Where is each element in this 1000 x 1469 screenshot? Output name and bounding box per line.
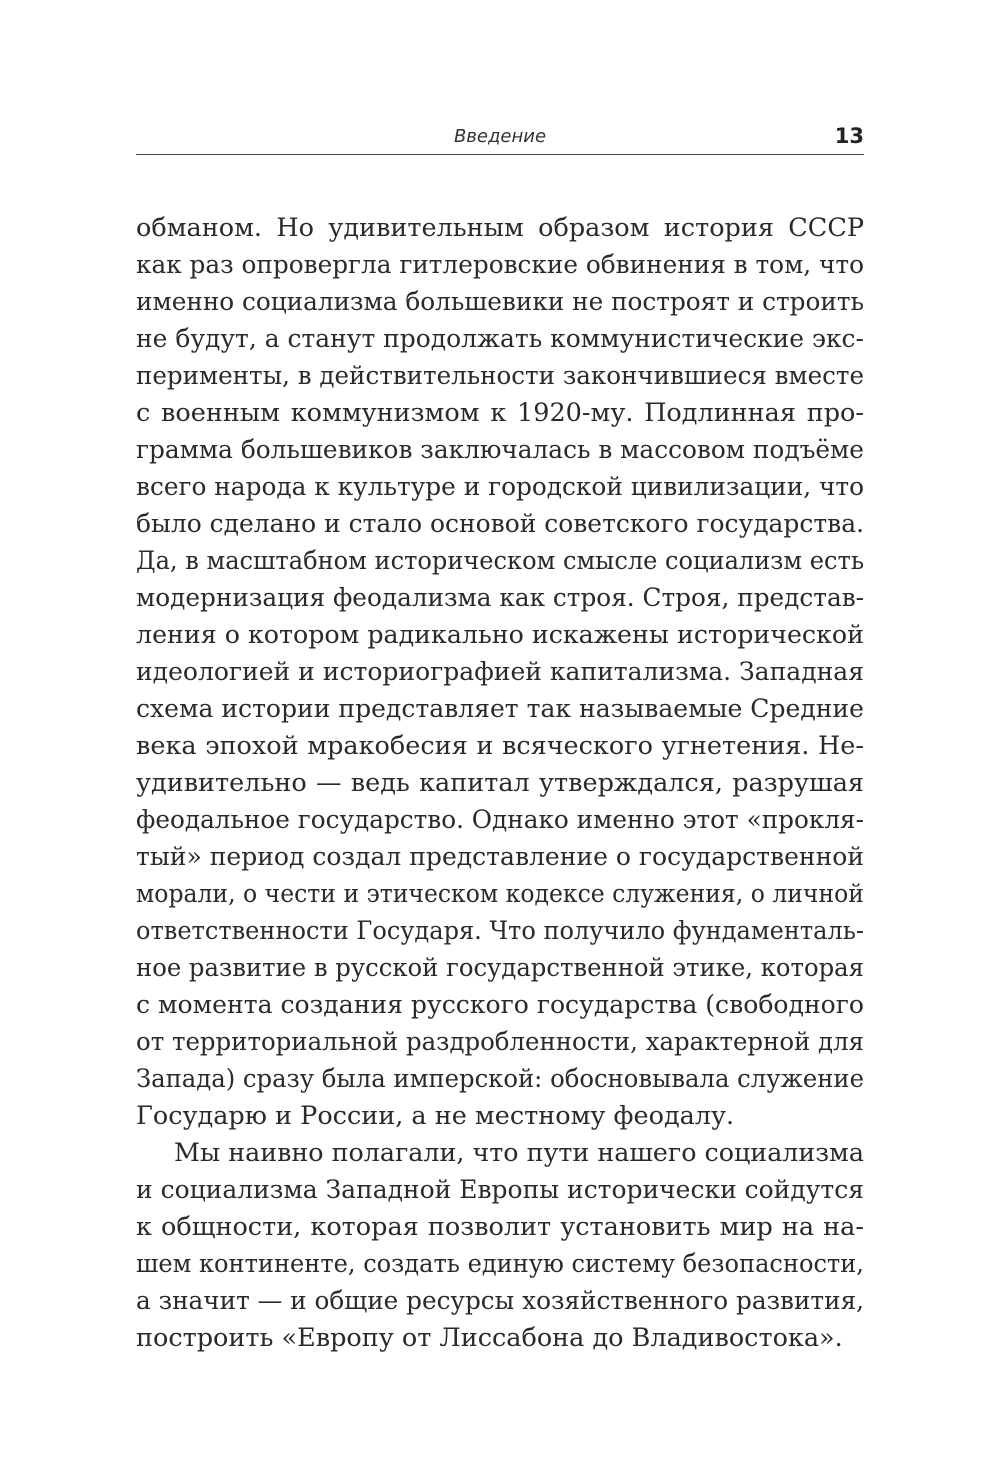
text-line: с момента создания русского государства (свободного	[136, 990, 865, 1020]
text-line: Да, в масштабном историческом смысле социализм есть	[136, 546, 864, 576]
text-line: ное развитие в русской государственной этике, которая	[136, 953, 864, 983]
text-line: с военным коммунизмом к 1920-му. Подлинная про-	[136, 398, 864, 428]
text-line: всего народа к культуре и городской цивилизации, что	[136, 472, 864, 502]
text-line: от территориальной раздробленности, характерной для	[136, 1027, 865, 1057]
text-line: схема истории представляет так называемые Средние	[136, 694, 864, 724]
text-line: грамма большевиков заключалась в массовом подъёме	[136, 435, 864, 465]
text-line: шем континенте, создать единую систему безопасности,	[136, 1249, 864, 1279]
text-line: Запада) сразу была имперской: обосновывала служение	[136, 1064, 864, 1094]
text-line: тый» период создал представление о государственной	[136, 842, 865, 872]
text-line: построить «Европу от Лиссабона до Владивостока».	[136, 1323, 843, 1353]
section-title: Введение	[453, 126, 547, 147]
text-line: было сделано и стало основой советского государства.	[136, 509, 865, 539]
text-line: модернизация феодализма как строя. Строя, представ-	[136, 583, 864, 613]
text-line: перименты, в действительности закончившиеся вместе	[136, 361, 865, 391]
text-line: феодальное государство. Однако именно этот «прокля-	[136, 805, 864, 835]
text-line: как раз опровергла гитлеровские обвинения в том, что	[136, 250, 864, 280]
text-line: идеологией и историографией капитализма. Западная	[136, 657, 864, 687]
text-line: обманом. Но удивительным образом история СССР	[136, 213, 864, 243]
text-line: Государю и России, а не местному феодалу.	[136, 1101, 735, 1131]
text-line: а значит — и общие ресурсы хозяйственного развития,	[136, 1286, 865, 1316]
body-text	[136, 210, 864, 1357]
text-line: морали, о чести и этическом кодексе служения, о личной	[136, 879, 864, 909]
text-line: ления о котором радикально искажены исторической	[136, 620, 864, 650]
text-line: не будут, а станут продолжать коммунистические экс-	[136, 324, 864, 354]
text-line: к общности, которая позволит установить мир на на-	[136, 1212, 864, 1242]
text-line: века эпохой мракобесия и всяческого угнетения. Не-	[136, 731, 864, 761]
paragraph-first-line: Мы наивно полагали, что пути нашего социализма	[174, 1138, 864, 1168]
text-line: ответственности Государя. Что получило фундаменталь-	[136, 916, 865, 946]
page-number: 13	[834, 124, 864, 148]
text-line: удивительно — ведь капитал утверждался, разрушая	[136, 768, 864, 798]
text-line: именно социализма большевики не построят и строить	[136, 287, 864, 317]
text-line: и социализма Западной Европы исторически сойдутся	[136, 1175, 864, 1205]
running-header	[136, 118, 864, 155]
